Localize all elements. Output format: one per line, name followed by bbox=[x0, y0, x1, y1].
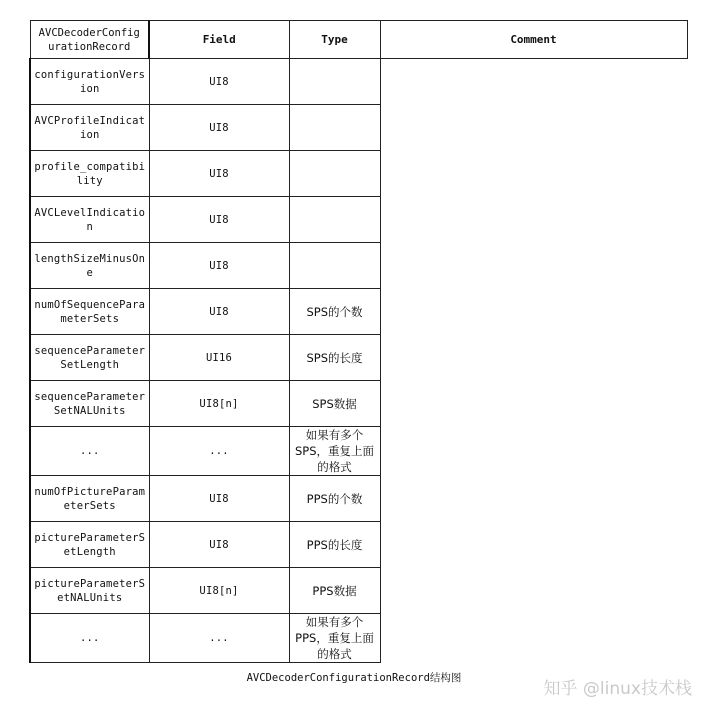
field-cell: sequenceParameterSetLength bbox=[30, 335, 149, 381]
table-row bbox=[30, 197, 687, 243]
table-body bbox=[30, 59, 687, 663]
comment-cell: PPS数据 bbox=[289, 568, 380, 614]
type-cell: UI8[n] bbox=[149, 568, 289, 614]
type-cell: ... bbox=[149, 614, 289, 663]
type-cell: UI8 bbox=[149, 105, 289, 151]
type-cell: UI8[n] bbox=[149, 381, 289, 427]
comment-cell: PPS的长度 bbox=[289, 522, 380, 568]
type-cell: UI8 bbox=[149, 243, 289, 289]
table-row bbox=[30, 476, 687, 522]
type-cell: UI8 bbox=[149, 476, 289, 522]
type-cell: UI8 bbox=[149, 59, 289, 105]
table-row bbox=[30, 427, 687, 476]
field-cell: numOfPictureParameterSets bbox=[30, 476, 149, 522]
table-row bbox=[30, 151, 687, 197]
field-cell: lengthSizeMinusOne bbox=[30, 243, 149, 289]
field-cell: numOfSequenceParameterSets bbox=[30, 289, 149, 335]
type-cell: UI8 bbox=[149, 289, 289, 335]
watermark: 知乎 @linux技术栈 bbox=[543, 679, 692, 699]
table-row bbox=[30, 568, 687, 614]
comment-cell: PPS的个数 bbox=[289, 476, 380, 522]
structure-table bbox=[29, 20, 688, 663]
field-cell: ... bbox=[30, 614, 149, 663]
field-cell: pictureParameterSetNALUnits bbox=[30, 568, 149, 614]
header-comment: Comment bbox=[380, 21, 687, 59]
field-cell: AVCProfileIndication bbox=[30, 105, 149, 151]
table-row bbox=[30, 289, 687, 335]
table-row bbox=[30, 381, 687, 427]
type-cell: UI8 bbox=[149, 151, 289, 197]
comment-cell bbox=[289, 105, 380, 151]
field-cell: sequenceParameterSetNALUnits bbox=[30, 381, 149, 427]
caption-code: AVCDecoderConfigurationRecord bbox=[246, 672, 430, 684]
comment-cell: SPS的个数 bbox=[289, 289, 380, 335]
table-row bbox=[30, 105, 687, 151]
table-header-row bbox=[30, 21, 687, 59]
record-name-cell: AVCDecoderConfigurationRecord bbox=[30, 21, 149, 59]
header-type: Type bbox=[289, 21, 380, 59]
type-cell: ... bbox=[149, 427, 289, 476]
comment-cell bbox=[289, 59, 380, 105]
comment-cell bbox=[289, 243, 380, 289]
field-cell: pictureParameterSetLength bbox=[30, 522, 149, 568]
field-cell: profile_compatibility bbox=[30, 151, 149, 197]
comment-cell bbox=[289, 197, 380, 243]
field-cell: configurationVersion bbox=[30, 59, 149, 105]
type-cell: UI16 bbox=[149, 335, 289, 381]
header-field: Field bbox=[149, 21, 289, 59]
caption-suffix: 结构图 bbox=[429, 672, 462, 684]
table-row bbox=[30, 335, 687, 381]
table-row bbox=[30, 59, 687, 105]
comment-cell bbox=[289, 151, 380, 197]
table-row bbox=[30, 243, 687, 289]
field-cell: AVCLevelIndication bbox=[30, 197, 149, 243]
table-row bbox=[30, 614, 687, 663]
comment-cell: SPS的长度 bbox=[289, 335, 380, 381]
comment-cell: SPS数据 bbox=[289, 381, 380, 427]
comment-cell: 如果有多个PPS，重复上面的格式 bbox=[289, 614, 380, 663]
field-cell: ... bbox=[30, 427, 149, 476]
table-row bbox=[30, 522, 687, 568]
comment-cell: 如果有多个SPS，重复上面的格式 bbox=[289, 427, 380, 476]
type-cell: UI8 bbox=[149, 522, 289, 568]
type-cell: UI8 bbox=[149, 197, 289, 243]
